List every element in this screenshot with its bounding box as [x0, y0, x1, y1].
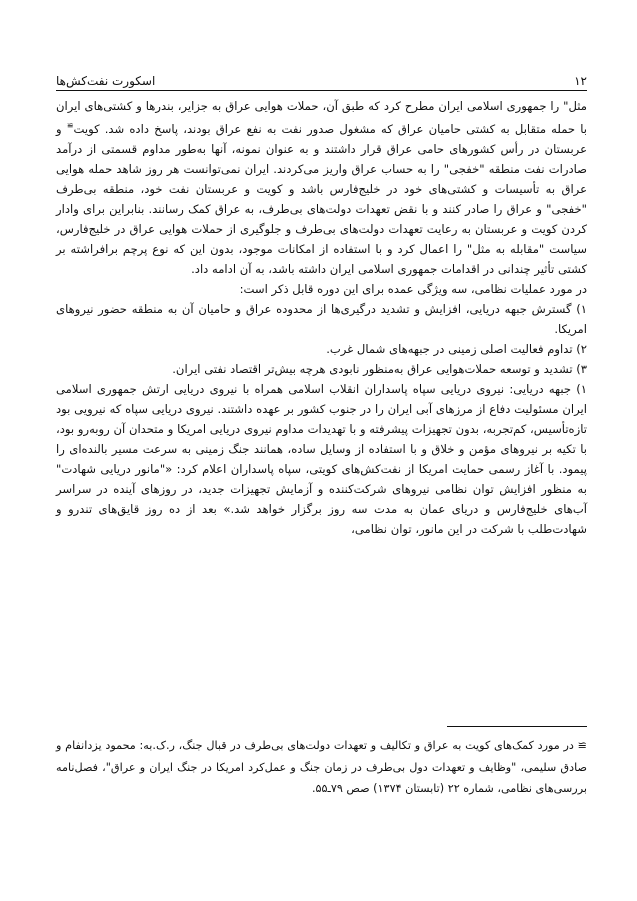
paragraph-1	[56, 96, 587, 279]
paragraph-4: ۲) تداوم فعالیت اصلی زمینی در جبهه‌های شمال غرب.	[326, 341, 587, 356]
paragraph-1-continuation: و عربستان در رأس کشورهای حامی عراق قرار داشتند و به عنوان نمونه، آنها به‌طور مداوم قسمتی از درآمد صادرات نفت منطقه "خفجی" را به حساب عراق واریز می‌کردند. ایران نمی‌توانست هر روز شاهد حمله هوایی عراق به تأسیسات و کشتی‌های خود در خلیج‌فارس باشد و کویت و عربستان نفت خود، منطقه بی‌طرف "خفجی" و عراق را صادر کنند و با نقض تعهدات دولت‌های بی‌طرف، به عراق کمک رسانند. بنابراین برای وادار کردن کویت و عربستان به رعایت تعهدات دولت‌های بی‌طرف و جلوگیری از حملات هوایی عراق در خلیج‌فارس، سیاست "مقابله به مثل" را اعمال کرد و با استفاده از امکانات موجود، بدون این که نوع پرچم برافراشته بر کشتی تأثیر چندانی در اقدامات جمهوری اسلامی ایران داشته باشد، به آن ادامه داد.	[56, 121, 587, 276]
footnote-paragraph	[56, 735, 587, 800]
paragraph-3: ۱) گسترش جبهه دریایی، افزایش و تشدید درگیری‌ها از محدوده عراق و حامیان آن به منطقه حضور نیروهای امریکا.	[56, 301, 587, 336]
footnote-marker: ≅	[66, 121, 74, 130]
footnote-divider	[447, 726, 587, 727]
paragraph-2: در مورد عملیات نظامی، سه ویژگی عمده برای این دوره قابل ذکر است:	[239, 281, 587, 296]
body-text	[56, 96, 587, 539]
paragraph-1-text: مثل" را جمهوری اسلامی ایران مطرح کرد که طبق آن، حملات هوایی عراق به جزایر، بندرها و کشتی‌های ایران با حمله متقابل به کشتی حامیان عراق که مشغول صدور نفت به نفع عراق بودند، پاسخ داده شد. کویت	[56, 99, 588, 136]
running-title: اسکورت نفت‌کش‌ها	[56, 74, 156, 88]
page-number: ۱۲	[574, 74, 587, 88]
paragraph-6: ۱) جبهه دریایی: نیروی دریایی سپاه پاسداران انقلاب اسلامی همراه با نیروی دریایی ارتش جمهوری اسلامی ایران مسئولیت دفاع از مرزهای آبی ایران را در جنوب کشور بر عهده داشتند. نیروی دریایی سپاه که نیرویی بود تازه‌تأسیس، کم‌تجربه، بدون تجهیزات پیشرفته و با تهدیدات مداوم نیروی دریایی امریکا و متحدان آن روبه‌رو بود، با تکیه بر نیروهای مؤمن و خلاق و با استفاده از وسایل ساده، همانند جنگ زمینی به سرعت مسیر بالنده‌ای را پیمود. با آغاز رسمی حمایت امریکا از نفت‌کش‌های کویتی، سپاه پاسداران اعلام کرد: «"مانور دریایی شهادت" به منظور افزایش توان نظامی نیروهای شرکت‌کننده و آزمایش تجهیزات جدید، در روزهای آینده در سراسر آب‌های خلیج‌فارس و دریای عمان به مدت سه روز برگزار خواهد شد.» بعد از ده روز قایق‌های تندرو و شهادت‌طلب با شرکت در این مانور، توان نظامی،	[56, 381, 587, 536]
footnote-marker-bottom: ≅	[577, 739, 587, 752]
running-header	[56, 62, 587, 91]
paragraph-5: ۳) تشدید و توسعه حملات‌هوایی عراق به‌منظور نابودی هرچه بیش‌تر اقتصاد نفتی ایران.	[172, 361, 587, 376]
footnote	[56, 735, 587, 800]
footnote-text: در مورد کمک‌های کویت به عراق و تکالیف و تعهدات دولت‌های بی‌طرف در قبال جنگ، ر.ک.به: محمود یزدانفام و صادق سلیمی، "وظایف و تعهدات دول بی‌طرف در زمان جنگ و عمل‌کرد امریکا در جنگ ایران و عراق"، فصل‌نامه بررسی‌های نظامی، شماره ۲۲ (تابستان ۱۳۷۴) صص ۷۹ـ۵۵.	[56, 739, 587, 795]
